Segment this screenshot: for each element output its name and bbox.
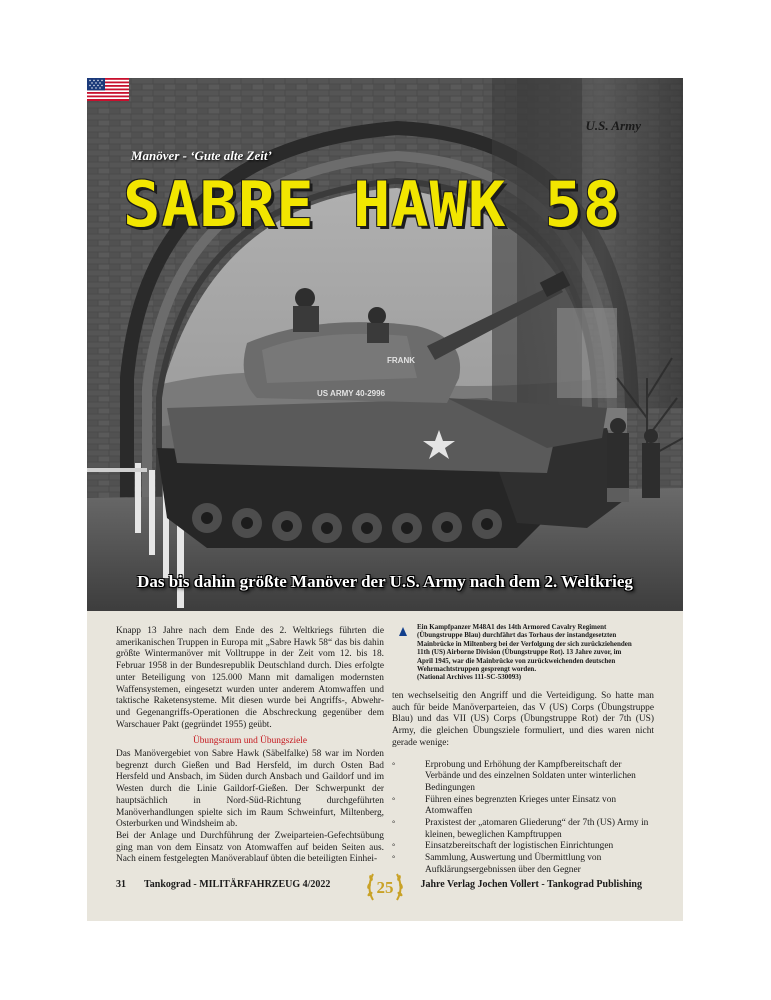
hull-marking: US ARMY 40-2996	[317, 389, 386, 398]
caption-line: Mainbrücke in Miltenberg bei der Verfolgung der sich zurückziehenden	[417, 639, 632, 648]
caption-line: (Übungstruppe Blau) durchfährt das Torhaus der instandgesetzten	[417, 631, 617, 640]
exercise-paragraph: Bei der Anlage und Durchführung der Zweiparteien-Gefechtsübung ging man von dem Einsatz von Atomwaffen auf beiden Seiten aus. Nach einem festgelegten Manöverablauf übten die beteiligten Einhei-	[116, 830, 384, 865]
us-flag-icon	[87, 78, 129, 101]
turret-name: FRANK	[387, 356, 415, 365]
anniversary-number: 25	[376, 878, 394, 897]
list-item: ° Praxistest der „atomaren Gliederung“ der 7th (US) Army in kleinen, beweglichen Kampftruppen	[392, 818, 649, 840]
caption-line: 11th (US) Airborne Division (Übungstruppe Rot). 13 Jahre zuvor, im	[417, 648, 622, 657]
bullet: °	[392, 819, 396, 829]
page-subtitle: Das bis dahin größte Manöver der U.S. Army nach dem 2. Weltkrieg	[137, 572, 633, 591]
article-column-2	[392, 691, 654, 877]
caption-line: April 1945, war die Mainbrücke von zurückweichenden deutschen	[417, 656, 616, 665]
page-title: SABRE HAWK 58	[123, 168, 622, 241]
exercise-paragraph-tail: Nach einem festgelegten Manöverablauf übten die beteiligten Einhei-	[116, 854, 378, 865]
bullet: °	[392, 842, 396, 852]
section-heading: Übungsraum und Übungsziele	[192, 736, 308, 747]
article-column-1	[116, 626, 384, 866]
bullet: °	[392, 854, 396, 864]
magazine-name: Tankograd - MILITÄRFAHRZEUG 4/2022	[144, 879, 331, 890]
list-item: ° Erprobung und Erhöhung der Kampfbereitschaft der Verbände und des einzelnen Soldaten unter winterlichen Bedingungen	[392, 759, 636, 793]
bullet: °	[392, 795, 396, 805]
laurel-25-years-icon	[363, 864, 407, 908]
list-item: ° Führen eines begrenzten Krieges unter Einsatz von Atomwaffen	[392, 794, 617, 817]
list-item: ° Sammlung, Auswertung und Übermittlung von Aufklärungsergebnissen über den Gegner	[392, 853, 602, 875]
kicker: Manöver - ‘Gute alte Zeit’	[131, 148, 272, 163]
area-paragraph: Das Manövergebiet von Sabre Hawk (Säbelfalke) 58 war im Norden begrenzt durch Gießen und Bad Hersfeld, im durch Osten Bad Hersfeld und Ansbach, im Süden durch Ansbach und Gaildorf und im Westen durch die Linie Gaildorf-Gießen. Der Schwerpunkt der hauptsächlich in Nord-Süd-Richtung durchgeführten Manöverhandlungen spielte sich im Raum Schweinfurt, Miltenberg, Osterburken und Windsheim ab.	[116, 749, 384, 830]
magazine-page	[87, 78, 683, 921]
caption-line: (National Archives 111-SC-530093)	[417, 673, 522, 682]
publisher-footer: Jahre Verlag Jochen Vollert - Tankograd Publishing	[420, 879, 642, 890]
intro-paragraph: Knapp 13 Jahre nach dem Ende des 2. Weltkriegs führten die amerikanischen Truppen in Europa mit „Sabre Hawk 58“ das bis dahin größte Wintermanöver mit Volltruppe in der Zeit vom 12. bis 18. Februar 1958 in der Bundesrepublik Deutschland durch. Dies erfolgte unter Beteiligung von 125.000 Mann mit damaligen modernsten Waffensystemen, eingesetzt wurden unter anderem Atomwaffen und taktische Raketensysteme. Mit diesen wurde bei Angriffs-, Abwehr- und Gegenangriffs-Operationen die Abschreckung gegenüber dem Warschauer Pakt (gegründet 1955) geübt.	[116, 626, 384, 730]
bullet: °	[392, 760, 396, 770]
caption-line: Wehrmachtstruppen gesprengt worden.	[417, 665, 537, 674]
publisher-label: U.S. Army	[585, 118, 641, 133]
tank-photo	[87, 78, 683, 611]
caption-line: Ein Kampfpanzer M48A1 des 14th Armored Cavalry Regiment	[417, 623, 607, 631]
exercise-continuation: ten wechselseitig den Angriff und die Verteidigung. So hatte man auch für beide Manöverparteien, das V (US) Corps (Übungstruppe Blau) und das VII (US) Corps (Übungstruppe Rot) der 7th (US) Army, die gleichen Übungsziele formuliert, und dies waren nicht gerade wenige:	[392, 691, 654, 748]
photo-caption	[395, 623, 655, 682]
list-item: ° Einsatzbereitschaft der logistischen Einrichtungen	[392, 841, 614, 852]
goals-list	[392, 760, 654, 877]
page-number: 31	[116, 879, 126, 890]
